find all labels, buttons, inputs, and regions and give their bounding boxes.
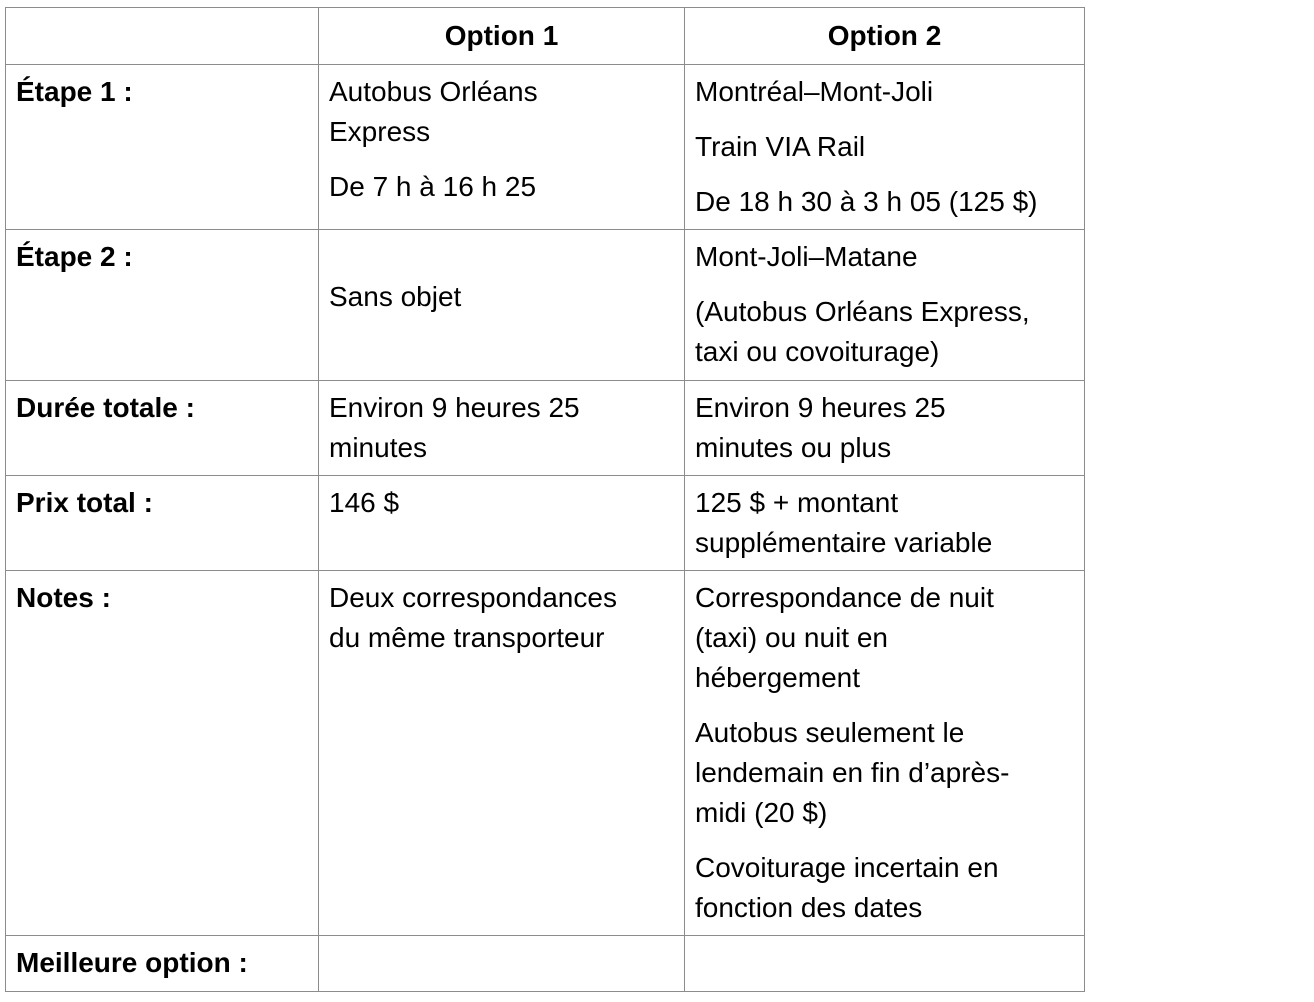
option-1-cell (319, 230, 685, 381)
option-2-cell (685, 571, 1085, 936)
row-label: Notes : (6, 571, 319, 936)
option-2-cell (685, 65, 1085, 230)
option-2-cell (685, 936, 1085, 992)
row-label: Étape 2 : (6, 230, 319, 381)
cell-line: Train VIA Rail (695, 131, 866, 162)
option-2-cell (685, 230, 1085, 381)
option-2-cell (685, 476, 1085, 571)
row-label: Durée totale : (6, 381, 319, 476)
header-row (6, 8, 1085, 65)
option-2-header: Option 2 (685, 8, 1085, 65)
option-1-cell (319, 571, 685, 936)
cell-line: De 7 h à 16 h 25 (329, 171, 537, 202)
cell-line: Mont-Joli–Matane (695, 241, 918, 272)
row-label: Étape 1 : (6, 65, 319, 230)
cell-line: Montréal–Mont-Joli (695, 76, 934, 107)
option-1-cell (319, 476, 685, 571)
cell-line: Environ 9 heures 25 minutes ou plus (695, 392, 946, 463)
option-1-cell (319, 65, 685, 230)
table-row-meilleure-option (6, 936, 1085, 992)
cell-line: Deux correspondances du même transporteur (329, 582, 617, 653)
table-row-notes (6, 571, 1085, 936)
corner-cell (6, 8, 319, 65)
cell-line: (Autobus Orléans Express, taxi ou covoiturage) (695, 296, 1030, 367)
cell-line: Sans objet (329, 281, 462, 312)
cell-line: Environ 9 heures 25 minutes (329, 392, 580, 463)
cell-line: Autobus Orléans Express (329, 76, 538, 147)
option-1-cell (319, 381, 685, 476)
row-label: Prix total : (6, 476, 319, 571)
cell-line: Autobus seulement le lendemain en fin d’après-midi (20 $) (695, 717, 1010, 828)
comparison-table (5, 7, 1085, 992)
cell-line: 146 $ (329, 487, 400, 518)
cell-line: Covoiturage incertain en fonction des dates (695, 852, 999, 923)
row-label: Meilleure option : (6, 936, 319, 992)
option-1-header: Option 1 (319, 8, 685, 65)
option-2-cell (685, 381, 1085, 476)
cell-line: De 18 h 30 à 3 h 05 (125 $) (695, 186, 1038, 217)
table-row-etape-1 (6, 65, 1085, 230)
option-1-cell (319, 936, 685, 992)
table-row-etape-2 (6, 230, 1085, 381)
cell-line: 125 $ + montant supplémentaire variable (695, 487, 993, 558)
table-row-prix-total (6, 476, 1085, 571)
cell-line: Correspondance de nuit (taxi) ou nuit en hébergement (695, 582, 994, 693)
table-row-duree-totale (6, 381, 1085, 476)
